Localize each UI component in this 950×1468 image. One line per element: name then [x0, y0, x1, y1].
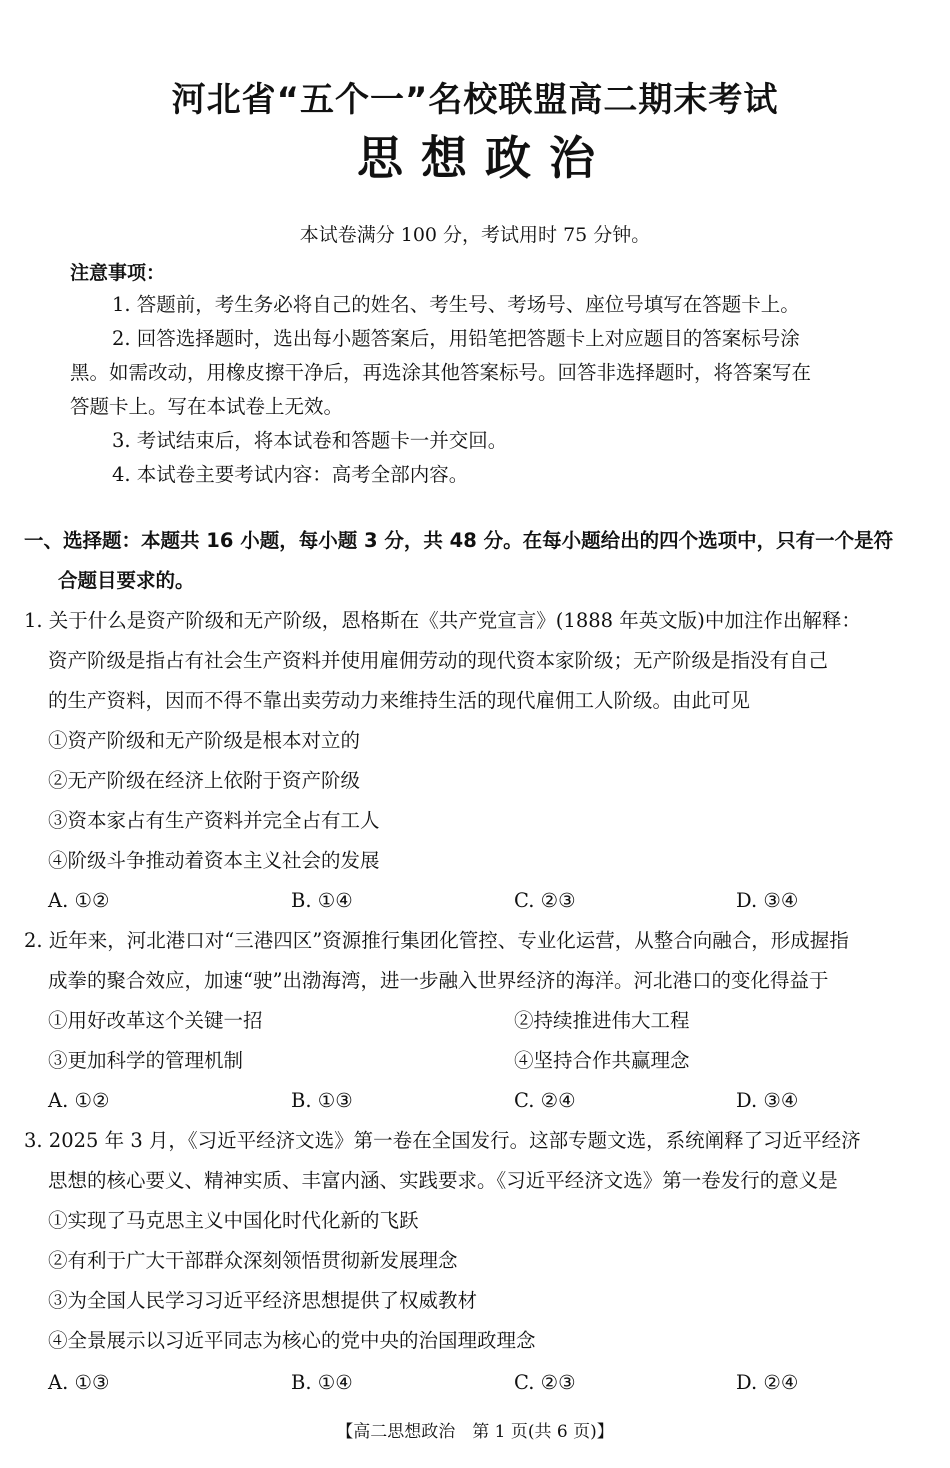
question-3-statement: ④全景展示以习近平同志为核心的党中央的治国理政理念	[48, 1329, 536, 1352]
section-heading: 一、选择题：本题共 16 小题，每小题 3 分，共 48 分。在每小题给出的四个选项中，只有一个是符	[24, 529, 894, 552]
question-2-choice-a: A. ①②	[48, 1089, 110, 1112]
question-2-stem: 成拳的聚合效应，加速“驶”出渤海湾，进一步融入世界经济的海洋。河北港口的变化得益于	[48, 969, 829, 992]
notice-item: 3. 考试结束后，将本试卷和答题卡一并交回。	[112, 429, 508, 452]
notice-heading: 注意事项：	[70, 262, 166, 284]
question-2-choice-c: C. ②④	[514, 1089, 576, 1112]
subject-title: 思想政治	[357, 131, 613, 185]
question-3-stem: 思想的核心要义、精神实质、丰富内涵、实践要求。《习近平经济文选》第一卷发行的意义是	[48, 1169, 838, 1192]
question-2-choice-b: B. ①③	[291, 1089, 353, 1112]
question-1-statement: ③资本家占有生产资料并完全占有工人	[48, 809, 380, 832]
section-heading-cont: 合题目要求的。	[58, 569, 195, 592]
question-1-statement: ④阶级斗争推动着资本主义社会的发展	[48, 849, 380, 872]
question-1-statement: ②无产阶级在经济上依附于资产阶级	[48, 769, 361, 792]
exam-info: 本试卷满分 100 分，考试用时 75 分钟。	[299, 224, 651, 246]
question-1-statement: ①资产阶级和无产阶级是根本对立的	[48, 729, 361, 752]
notice-item: 答题卡上。写在本试卷上无效。	[70, 395, 344, 418]
question-1-stem: 的生产资料，因而不得不靠出卖劳动力来维持生活的现代雇佣工人阶级。由此可见	[48, 689, 751, 712]
question-1-choice-d: D. ③④	[736, 889, 799, 912]
notice-item: 2. 回答选择题时，选出每小题答案后，用铅笔把答题卡上对应题目的答案标号涂	[112, 327, 800, 350]
question-2-stem: 2. 近年来，河北港口对“三港四区”资源推行集团化管控、专业化运营，从整合向融合，形成握指	[24, 929, 849, 952]
question-3-choice-d: D. ②④	[736, 1371, 799, 1394]
question-1-choice-b: B. ①④	[291, 889, 353, 912]
question-1-stem: 1. 关于什么是资产阶级和无产阶级，恩格斯在《共产党宣言》(1888 年英文版)中加注作出解释：	[24, 609, 861, 632]
question-3-statement: ③为全国人民学习习近平经济思想提供了权威教材	[48, 1289, 478, 1312]
question-1-stem: 资产阶级是指占有社会生产资料并使用雇佣劳动的现代资本家阶级；无产阶级是指没有自己	[48, 649, 829, 672]
question-3-choice-c: C. ②③	[514, 1371, 576, 1394]
question-1-choice-c: C. ②③	[514, 889, 576, 912]
question-3-statement: ①实现了马克思主义中国化时代化新的飞跃	[48, 1209, 419, 1232]
notice-item: 黑。如需改动，用橡皮擦干净后，再选涂其他答案标号。回答非选择题时，将答案写在	[70, 361, 812, 384]
question-3-stem: 3. 2025 年 3 月，《习近平经济文选》第一卷在全国发行。这部专题文选，系统阐释了习近平经济	[24, 1129, 861, 1152]
question-3-statement: ②有利于广大干部群众深刻领悟贯彻新发展理念	[48, 1249, 458, 1272]
question-2-statement: ④坚持合作共赢理念	[514, 1049, 690, 1072]
question-2-statement: ②持续推进伟大工程	[514, 1009, 690, 1032]
question-2-statement: ③更加科学的管理机制	[48, 1049, 244, 1072]
question-2-statement: ①用好改革这个关键一招	[48, 1009, 263, 1032]
question-2-choice-d: D. ③④	[736, 1089, 799, 1112]
question-3-choice-b: B. ①④	[291, 1371, 353, 1394]
notice-item: 4. 本试卷主要考试内容：高考全部内容。	[112, 463, 469, 486]
notice-item: 1. 答题前，考生务必将自己的姓名、考生号、考场号、座位号填写在答题卡上。	[112, 293, 800, 316]
exam-title: 河北省“五个一”名校联盟高二期末考试	[171, 80, 779, 120]
question-1-choice-a: A. ①②	[48, 889, 110, 912]
page-footer: 【高二思想政治 第 1 页(共 6 页)】	[336, 1422, 614, 1442]
question-3-choice-a: A. ①③	[48, 1371, 110, 1394]
